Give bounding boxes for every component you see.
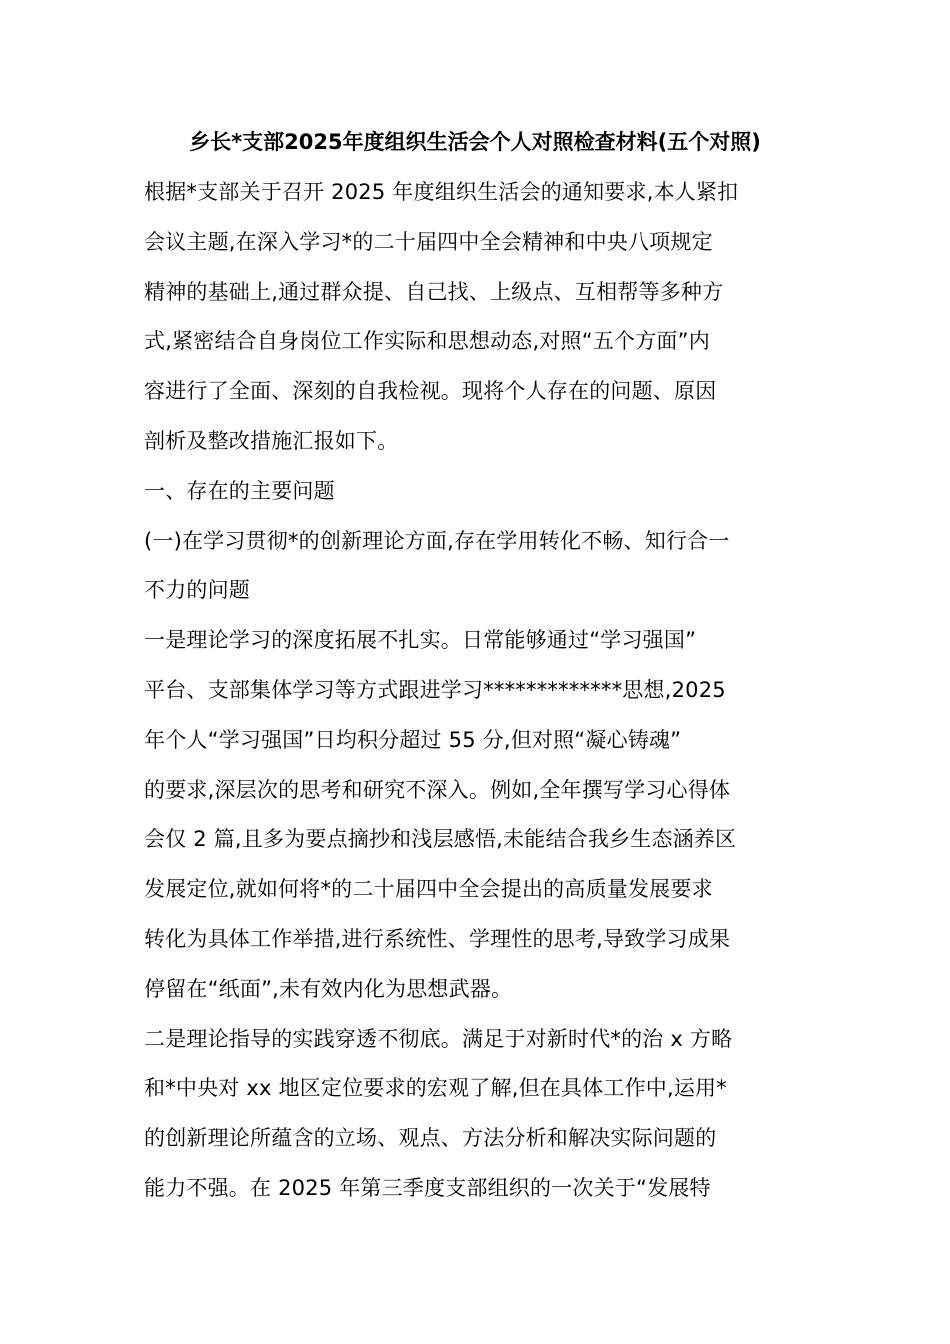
paragraph-line: 一是理论学习的深度拓展不扎实。日常能够通过“学习强国”: [144, 628, 697, 653]
paragraph-line: 能力不强。在 2025 年第三季度支部组织的一次关于“发展特: [144, 1175, 711, 1200]
subsection-heading: 不力的问题: [144, 578, 250, 603]
paragraph-line: 和*中央对 xx 地区定位要求的宏观了解,但在具体工作中,运用*: [144, 1076, 727, 1101]
paragraph-line: 停留在“纸面”,未有效内化为思想武器。: [144, 976, 513, 1001]
paragraph-line: 的要求,深层次的思考和研究不深入。例如,全年撰写学习心得体: [144, 777, 731, 802]
paragraph-line: 转化为具体工作举措,进行系统性、学理性的思考,导致学习成果: [144, 926, 731, 951]
document-title: 乡长*支部2025年度组织生活会个人对照检查材料(五个对照): [189, 130, 761, 154]
paragraph-line: 平台、支部集体学习等方式跟进学习*************思想,2025: [144, 677, 726, 702]
paragraph-line: 式,紧密结合自身岗位工作实际和思想动态,对照“五个方面”内: [144, 329, 710, 354]
paragraph-line: 剖析及整改措施汇报如下。: [144, 428, 399, 453]
paragraph-line: 会仅 2 篇,且多为要点摘抄和浅层感悟,未能结合我乡生态涵养区: [144, 827, 737, 852]
paragraph-line: 的创新理论所蕴含的立场、观点、方法分析和解决实际问题的: [144, 1126, 717, 1151]
paragraph-line: 年个人“学习强国”日均积分超过 55 分,但对照“凝心铸魂”: [144, 727, 682, 752]
paragraph-line: 容进行了全面、深刻的自我检视。现将个人存在的问题、原因: [144, 379, 717, 404]
paragraph-line: 根据*支部关于召开 2025 年度组织生活会的通知要求,本人紧扣: [144, 180, 739, 204]
paragraph-line: 发展定位,就如何将*的二十届四中全会提出的高质量发展要求: [144, 877, 713, 902]
document-body: [144, 168, 824, 1214]
section-heading: 一、存在的主要问题: [144, 478, 335, 503]
paragraph-line: 会议主题,在深入学习*的二十届四中全会精神和中央八项规定: [144, 229, 713, 254]
paragraph-line: 精神的基础上,通过群众提、自己找、上级点、互相帮等多种方: [144, 279, 724, 304]
paragraph-line: 二是理论指导的实践穿透不彻底。满足于对新时代*的治 x 方略: [144, 1026, 733, 1051]
subsection-heading: (一)在学习贯彻*的创新理论方面,存在学用转化不畅、知行合一: [144, 528, 730, 553]
